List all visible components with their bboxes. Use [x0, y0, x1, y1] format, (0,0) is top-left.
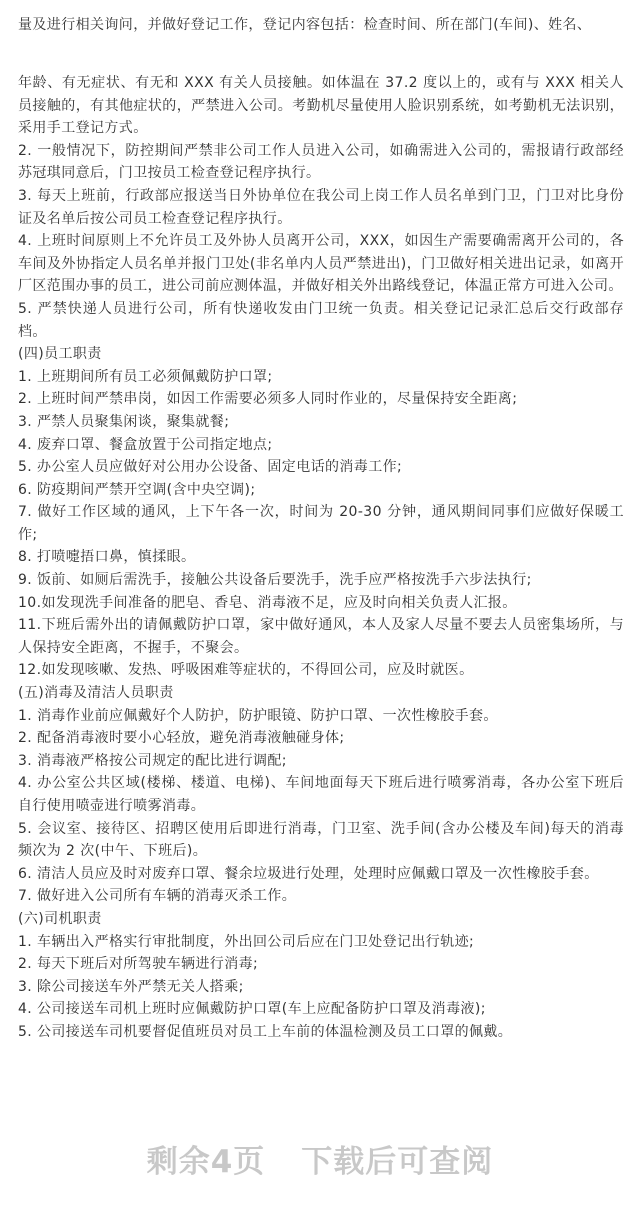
list-item: 9. 饭前、如厕后需洗手，接触公共设备后要洗手，洗手应严格按洗手六步法执行;: [18, 572, 532, 589]
list-item: 3. 严禁人员聚集闲谈，聚集就餐;: [18, 413, 230, 430]
list-item: 4. 上班时间原则上不允许员工及外协人员离开公司，XXX，如因生产需要确需离开公司的，各车间及外协指定人员名单并报门卫处(非名单内人员严禁进出)，门卫做好相关进出记录，如离开厂区范围办事的员工，进公司前应测体温，并做好相关外出路线登记，体温正常方可进入公司。: [18, 233, 624, 295]
list-item: 2. 一般情况下，防控期间严禁非公司工作人员进入公司，如确需进入公司的，需报请行政部经苏冠琪同意后，门卫按员工检查登记程序执行。: [18, 142, 624, 182]
list-item: 2. 每天下班后对所驾驶车辆进行消毒;: [18, 956, 259, 973]
list-item: 4. 公司接送车司机上班时应佩戴防护口罩(车上应配备防护口罩及消毒液);: [18, 1001, 486, 1018]
document-body: [18, 72, 624, 1044]
list-item: 1. 上班期间所有员工必须佩戴防护口罩;: [18, 368, 273, 385]
list-item: 12.如发现咳嗽、发热、呼吸困难等症状的，不得回公司，应及时就医。: [18, 662, 474, 679]
list-item: 3. 消毒液严格按公司规定的配比进行调配;: [18, 752, 287, 769]
list-item: 2. 配备消毒液时要小心轻放，避免消毒液触碰身体;: [18, 730, 345, 747]
section-heading-employee-duties: (四)员工职责: [18, 346, 102, 363]
paragraph: 年龄、有无症状、有无和 XXX 有关人员接触。如体温在 37.2 度以上的，或有与 XXX 相关人员接触的，有其他症状的，严禁进入公司。考勤机尽量使用人脸识别系统，如考勤机无法识别，采用手工登记方式。: [18, 75, 624, 137]
section-heading-disinfection-duties: (五)消毒及清洁人员职责: [18, 685, 174, 702]
list-item: 10.如发现洗手间准备的肥皂、香皂、消毒液不足，应及时向相关负责人汇报。: [18, 594, 517, 611]
list-item: 11.下班后需外出的请佩戴防护口罩，家中做好通风，本人及家人尽量不要去人员密集场所，与人保持安全距离，不握手，不聚会。: [18, 617, 624, 656]
download-prompt-label[interactable]: 下载后可查阅: [301, 1144, 494, 1180]
list-item: 5. 办公室人员应做好对公用办公设备、固定电话的消毒工作;: [18, 459, 403, 476]
list-item: 4. 废弃口罩、餐盒放置于公司指定地点;: [18, 436, 273, 453]
list-item: 4. 办公室公共区域(楼梯、楼道、电梯)、车间地面每天下班后进行喷雾消毒，各办公室下班后自行使用喷壶进行喷雾消毒。: [18, 775, 624, 814]
list-item: 1. 消毒作业前应佩戴好个人防护，防护眼镜、防护口罩、一次性橡胶手套。: [18, 707, 498, 724]
list-item: 1. 车辆出入严格实行审批制度，外出回公司后应在门卫处登记出行轨迹;: [18, 933, 475, 950]
list-item: 5. 公司接送车司机要督促值班员对员工上车前的体温检测及员工口罩的佩戴。: [18, 1023, 513, 1040]
previous-page-fragment: [18, 0, 624, 36]
list-item: 6. 清洁人员应及时对废弃口罩、餐余垃圾进行处理，处理时应佩戴口罩及一次性橡胶手套。: [18, 865, 599, 882]
list-item: 3. 每天上班前，行政部应报送当日外协单位在我公司上岗工作人员名单到门卫，门卫对比身份证及名单后按公司员工检查登记程序执行。: [18, 187, 624, 227]
list-item: 5. 会议室、接待区、招聘区使用后即进行消毒，门卫室、洗手间(含办公楼及车间)每天的消毒频次为 2 次(中午、下班后)。: [18, 820, 624, 860]
fragment-line: 量及进行相关询问，并做好登记工作，登记内容包括：检查时间、所在部门(车间)、姓名、: [18, 17, 592, 33]
section-heading-driver-duties: (六)司机职责: [18, 910, 102, 927]
list-item: 8. 打喷嚏捂口鼻，慎揉眼。: [18, 549, 196, 566]
list-item: 5. 严禁快递人员进行公司，所有快递收发由门卫统一负责。相关登记记录汇总后交行政部存档。: [18, 300, 624, 340]
list-item: 2. 上班时间严禁串岗，如因工作需要必须多人同时作业的，尽量保持安全距离;: [18, 391, 518, 408]
list-item: 7. 做好工作区域的通风，上下午各一次，时间为 20-30 分钟，通风期间同事们应做好保暖工作;: [18, 504, 624, 543]
list-item: 3. 除公司接送车外严禁无关人搭乘;: [18, 978, 244, 995]
list-item: 6. 防疫期间严禁开空调(含中央空调);: [18, 481, 256, 498]
download-to-read-banner[interactable]: [0, 1136, 640, 1181]
list-item: 7. 做好进入公司所有车辆的消毒灭杀工作。: [18, 888, 297, 905]
remaining-pages-label[interactable]: 剩余4页: [146, 1144, 266, 1180]
